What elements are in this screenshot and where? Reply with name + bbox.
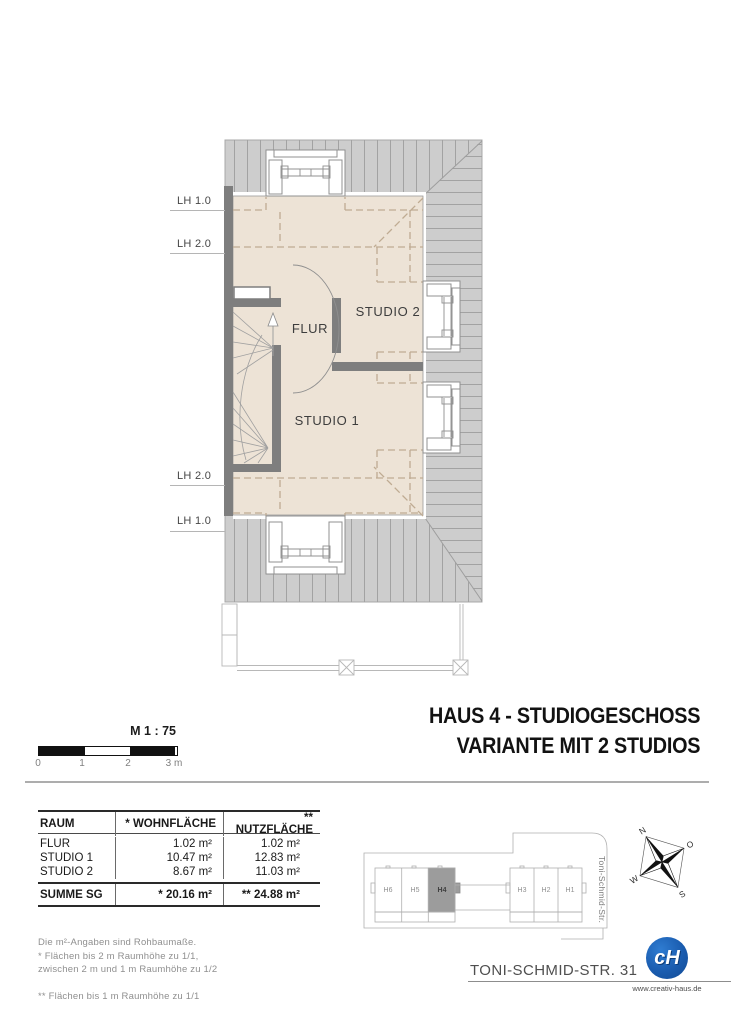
site-plan <box>364 833 607 939</box>
height-label-lh10-bottom: LH 1.0 <box>177 515 212 527</box>
compass-south-label: S <box>677 888 688 900</box>
cell-summe-label: SUMME SG <box>40 888 103 901</box>
cell-nutzflaeche: 1.02 m² <box>223 837 320 851</box>
col-header-nutzflaeche: ** NUTZFLÄCHE <box>223 812 320 836</box>
floor-plan <box>222 140 482 675</box>
scale-label: M 1 : 75 <box>130 724 176 738</box>
terrace-outline <box>222 604 468 675</box>
footnote-nutzflaeche: ** Flächen bis 1 m Raumhöhe zu 1/1 <box>38 990 200 1002</box>
logo-monogram: cH <box>654 946 680 969</box>
cell-wohnflaeche: 10.47 m² <box>115 851 223 865</box>
footnote-wohnflaeche-1: * Flächen bis 2 m Raumhöhe zu 1/1, <box>38 950 199 962</box>
cell-summe-nutzflaeche: ** 24.88 m² <box>223 884 320 905</box>
area-table <box>38 810 320 907</box>
scale-tick-1: 1 <box>79 758 85 769</box>
footnote-rohbaumasse: Die m²-Angaben sind Rohbaumaße. <box>38 937 197 948</box>
table-row <box>38 851 320 865</box>
height-label-lh20-top: LH 2.0 <box>177 238 212 250</box>
project-address: TONI-SCHMID-STR. 31 <box>470 962 638 979</box>
height-label-lh10-top: LH 1.0 <box>177 195 212 207</box>
house-label-h5: H5 <box>410 887 420 894</box>
street-name-label: Toni-Schmid-Str. <box>597 856 607 924</box>
dormer-window-right-upper <box>423 281 460 352</box>
compass-west-label: W <box>627 873 641 886</box>
cell-wohnflaeche: 1.02 m² <box>115 837 223 851</box>
cell-summe-wohnflaeche: * 20.16 m² <box>115 884 223 905</box>
table-row <box>38 837 320 851</box>
house-label-h1: H1 <box>565 887 575 894</box>
footnote-wohnflaeche-2: zwischen 2 m und 1 m Raumhöhe zu 1/2 <box>38 964 218 975</box>
house-label-h3: H3 <box>517 887 527 894</box>
footnotes <box>38 936 217 1003</box>
area-table-header-row <box>38 812 320 834</box>
horizontal-divider <box>25 781 709 783</box>
scale-bar <box>38 746 178 756</box>
logo-website-label: www.creativ-haus.de <box>632 984 702 993</box>
col-header-raum: RAUM <box>40 818 75 830</box>
scale-segment-white <box>85 747 130 755</box>
dormer-window-bottom <box>266 516 345 574</box>
address-underline <box>468 981 731 982</box>
dormer-window-top <box>266 150 345 196</box>
sheet-title-line2: VARIANTE MIT 2 STUDIOS <box>456 733 700 758</box>
compass-east-label: O <box>684 838 696 851</box>
height-label-underline <box>170 485 225 486</box>
sheet-title-line1: HAUS 4 - STUDIOGESCHOSS <box>428 703 700 728</box>
scale-tick-3m: 3 m <box>165 758 183 769</box>
cell-room: FLUR <box>40 838 71 850</box>
col-header-wohnflaeche: * WOHNFLÄCHE <box>115 812 223 836</box>
height-label-underline <box>170 210 225 211</box>
dormer-window-right-lower <box>423 382 460 453</box>
scale-segment-black <box>39 747 85 755</box>
height-label-lh20-bottom: LH 2.0 <box>177 470 212 482</box>
room-label-flur: FLUR <box>291 321 329 336</box>
creativ-haus-logo <box>646 937 688 979</box>
room-label-studio2: STUDIO 2 <box>355 304 421 319</box>
cell-room: STUDIO 2 <box>40 866 94 878</box>
cell-nutzflaeche: 11.03 m² <box>223 865 320 879</box>
compass-north-label: N <box>637 824 648 837</box>
cell-wohnflaeche: 8.67 m² <box>115 865 223 879</box>
table-row <box>38 865 320 879</box>
house-label-h6: H6 <box>383 887 393 894</box>
cell-room: STUDIO 1 <box>40 852 94 864</box>
height-label-underline <box>170 253 225 254</box>
property-boundary <box>364 833 607 928</box>
room-label-studio1: STUDIO 1 <box>294 413 360 428</box>
scale-tick-0: 0 <box>35 758 41 769</box>
cell-nutzflaeche: 12.83 m² <box>223 851 320 865</box>
scale-segment-black <box>130 747 175 755</box>
table-summary-row <box>38 882 320 905</box>
compass-rose <box>608 807 716 918</box>
house-label-h4: H4 <box>437 887 447 894</box>
scale-tick-2: 2 <box>125 758 131 769</box>
house-label-h2: H2 <box>541 887 551 894</box>
sheet-title <box>429 701 700 761</box>
height-label-underline <box>170 531 225 532</box>
